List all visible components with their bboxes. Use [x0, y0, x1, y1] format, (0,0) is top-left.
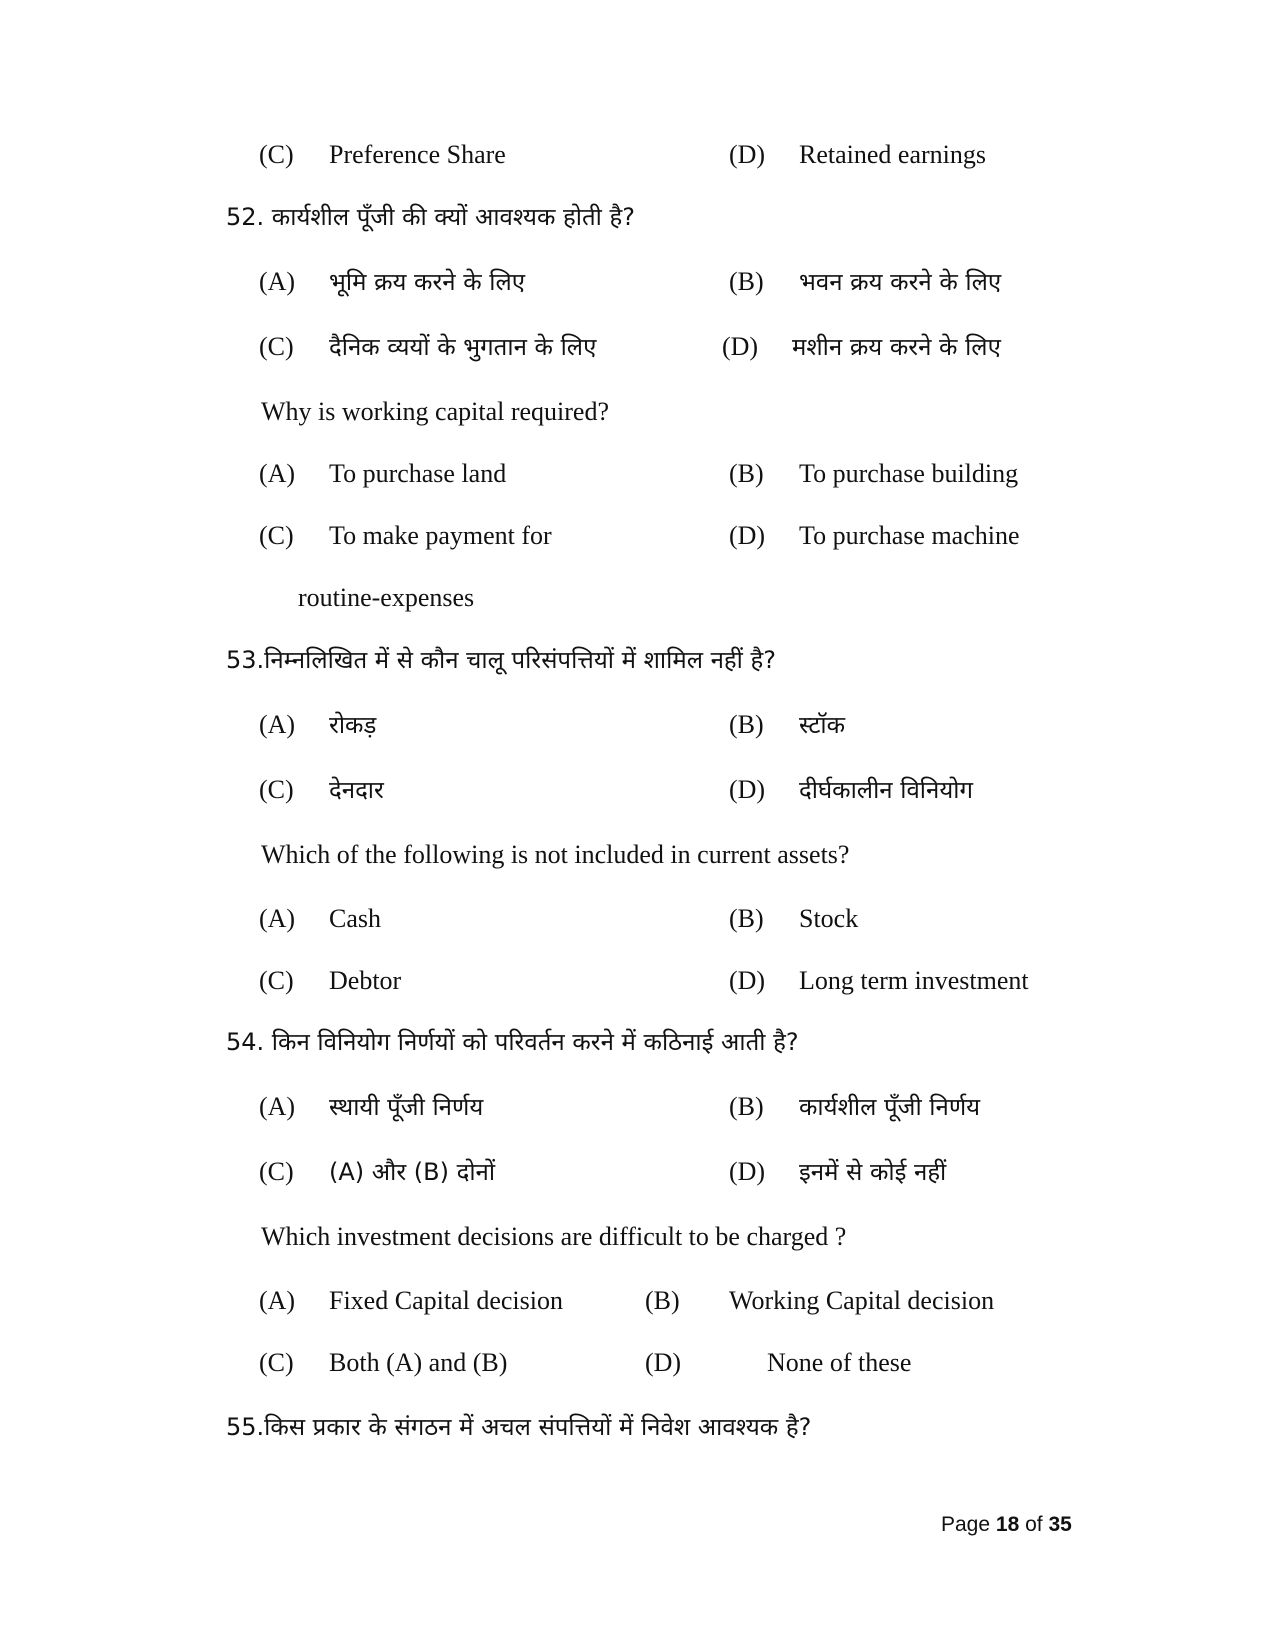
- option-letter: (D): [729, 966, 766, 995]
- option-letter: (B): [645, 1286, 680, 1315]
- option-text: To purchase building: [799, 459, 1019, 488]
- page-number: [941, 1512, 1072, 1538]
- option-text: भवन क्रय करने के लिए: [799, 268, 1002, 296]
- option-text: भूमि क्रय करने के लिए: [329, 268, 526, 296]
- option-letter: (C): [259, 1348, 294, 1377]
- option-letter: (B): [729, 710, 764, 739]
- total-pages: 35: [1048, 1513, 1072, 1536]
- page-label: Page: [941, 1513, 991, 1536]
- option-text: (A) और (B) दोनों: [329, 1158, 496, 1186]
- option-letter: (D): [729, 1157, 766, 1186]
- option-letter: (C): [259, 775, 294, 804]
- option-text: दीर्घकालीन विनियोग: [799, 776, 973, 804]
- option-letter: (C): [259, 332, 294, 361]
- option-text: Long term investment: [799, 966, 1029, 995]
- option-letter: (A): [259, 1286, 296, 1315]
- option-letter: (C): [259, 140, 294, 169]
- option-letter: (B): [729, 1092, 764, 1121]
- option-text: स्टॉक: [799, 711, 846, 739]
- option-text: Both (A) and (B): [329, 1348, 508, 1377]
- option-text: कार्यशील पूँजी निर्णय: [799, 1093, 981, 1121]
- of-label: of: [1025, 1513, 1043, 1536]
- option-text: Debtor: [329, 966, 402, 995]
- option-letter: (C): [259, 966, 294, 995]
- option-text: इनमें से कोई नहीं: [799, 1158, 947, 1186]
- option-letter: (A): [259, 459, 296, 488]
- option-text: रोकड़: [329, 711, 377, 739]
- option-text-continued: routine-expenses: [298, 583, 475, 612]
- option-text: Fixed Capital decision: [329, 1286, 563, 1315]
- option-letter: (D): [729, 775, 766, 804]
- question-52-hindi: 52. कार्यशील पूँजी की क्यों आवश्यक होती है?: [226, 203, 635, 231]
- question-54-hindi: 54. किन विनियोग निर्णयों को परिवर्तन करने में कठिनाई आती है?: [226, 1028, 799, 1056]
- question-53-english: Which of the following is not included in current assets?: [261, 840, 850, 869]
- question-53-hindi: 53.निम्नलिखित में से कौन चालू परिसंपत्तियों में शामिल नहीं है?: [226, 646, 777, 674]
- option-text: To purchase machine: [799, 521, 1020, 550]
- option-letter: (D): [729, 140, 766, 169]
- option-letter: (C): [259, 1157, 294, 1186]
- question-55-hindi: 55.किस प्रकार के संगठन में अचल संपत्तियों में निवेश आवश्यक है?: [226, 1413, 812, 1441]
- option-text: To make payment for: [329, 521, 552, 550]
- option-letter: (A): [259, 904, 296, 933]
- option-letter: (D): [645, 1348, 682, 1377]
- option-text: Cash: [329, 904, 381, 933]
- option-text: None of these: [767, 1348, 912, 1377]
- option-text: मशीन क्रय करने के लिए: [792, 333, 1001, 361]
- option-letter: (A): [259, 710, 296, 739]
- option-text: देनदार: [329, 776, 384, 804]
- option-text: To purchase land: [329, 459, 507, 488]
- option-letter: (C): [259, 521, 294, 550]
- option-letter: (D): [722, 332, 759, 361]
- option-text: Preference Share: [329, 140, 506, 169]
- option-text: Retained earnings: [799, 140, 986, 169]
- option-letter: (A): [259, 267, 296, 296]
- option-text: Stock: [799, 904, 859, 933]
- option-text: स्थायी पूँजी निर्णय: [329, 1093, 484, 1121]
- option-letter: (A): [259, 1092, 296, 1121]
- current-page: 18: [995, 1513, 1020, 1536]
- option-letter: (B): [729, 904, 764, 933]
- option-letter: (B): [729, 459, 764, 488]
- option-letter: (B): [729, 267, 764, 296]
- question-52-english: Why is working capital required?: [261, 397, 609, 426]
- option-text: दैनिक व्ययों के भुगतान के लिए: [329, 333, 597, 361]
- option-letter: (D): [729, 521, 766, 550]
- option-text: Working Capital decision: [729, 1286, 995, 1315]
- question-54-english: Which investment decisions are difficult to be charged ?: [261, 1222, 847, 1251]
